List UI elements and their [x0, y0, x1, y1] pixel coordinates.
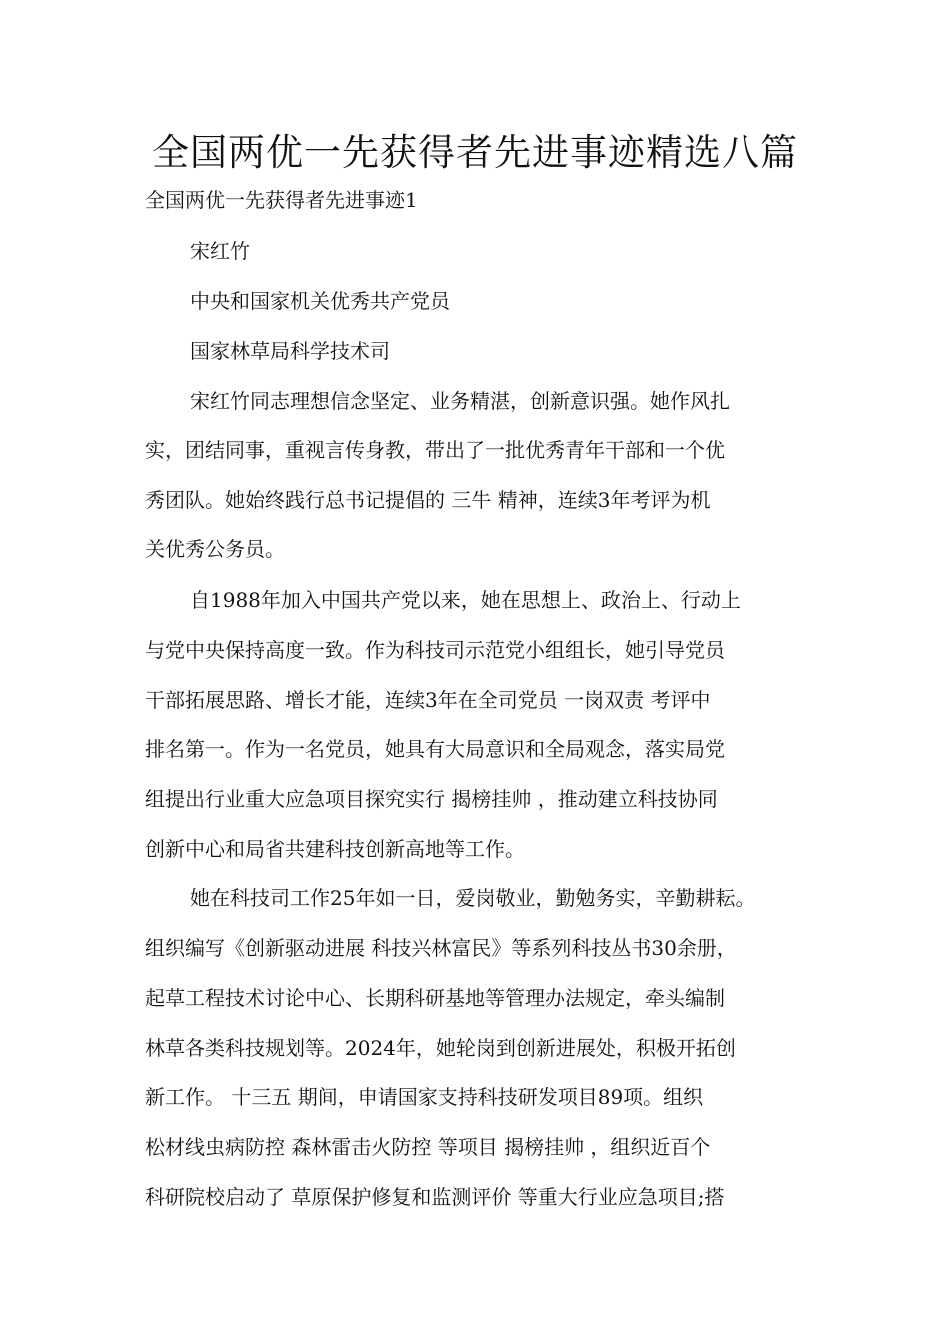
- document-title: 全国两优一先获得者先进事迹精选八篇: [152, 131, 798, 174]
- paragraph-line: 松材线虫病防控 森林雷击火防控 等项目 揭榜挂帅 ，组织近百个: [145, 1135, 711, 1159]
- paragraph-line: 林草各类科技规划等。2024年，她轮岗到创新进展处，积极开拓创: [145, 1036, 736, 1060]
- paragraph-line: 组织编写《创新驱动进展 科技兴林富民》等系列科技丛书30余册，: [145, 936, 737, 960]
- paragraph-line: 科研院校启动了 草原保护修复和监测评价 等重大行业应急项目;搭: [145, 1185, 725, 1209]
- paragraph-line: 实，团结同事，重视言传身教，带出了一批优秀青年干部和一个优: [145, 438, 725, 462]
- document-subtitle: 全国两优一先获得者先进事迹1: [145, 188, 418, 212]
- paragraph-line: 关优秀公务员。: [145, 537, 285, 561]
- person-unit: 国家林草局科学技术司: [190, 339, 390, 363]
- paragraph-line: 干部拓展思路、增长才能，连续3年在全司党员 一岗双责 考评中: [145, 688, 711, 712]
- paragraph-line: 宋红竹同志理想信念坚定、业务精湛，创新意识强。她作风扎: [190, 389, 730, 413]
- paragraph-line: 组提出行业重大应急项目探究实行 揭榜挂帅 ，推动建立科技协同: [145, 787, 718, 811]
- person-honor: 中央和国家机关优秀共产党员: [190, 289, 450, 313]
- paragraph-line: 创新中心和局省共建科技创新高地等工作。: [145, 837, 525, 861]
- paragraph-line: 自1988年加入中国共产党以来，她在思想上、政治上、行动上: [190, 588, 741, 612]
- paragraph-line: 与党中央保持高度一致。作为科技司示范党小组组长，她引导党员: [145, 638, 725, 662]
- paragraph-line: 秀团队。她始终践行总书记提倡的 三牛 精神，连续3年考评为机: [145, 488, 711, 512]
- paragraph-line: 她在科技司工作25年如一日，爱岗敬业，勤勉务实，辛勤耕耘。: [190, 886, 756, 910]
- paragraph-line: 排名第一。作为一名党员，她具有大局意识和全局观念，落实局党: [145, 737, 725, 761]
- paragraph-line: 新工作。 十三五 期间，申请国家支持科技研发项目89项。组织: [145, 1085, 704, 1109]
- person-name: 宋红竹: [190, 239, 250, 263]
- paragraph-line: 起草工程技术讨论中心、长期科研基地等管理办法规定，牵头编制: [145, 986, 725, 1010]
